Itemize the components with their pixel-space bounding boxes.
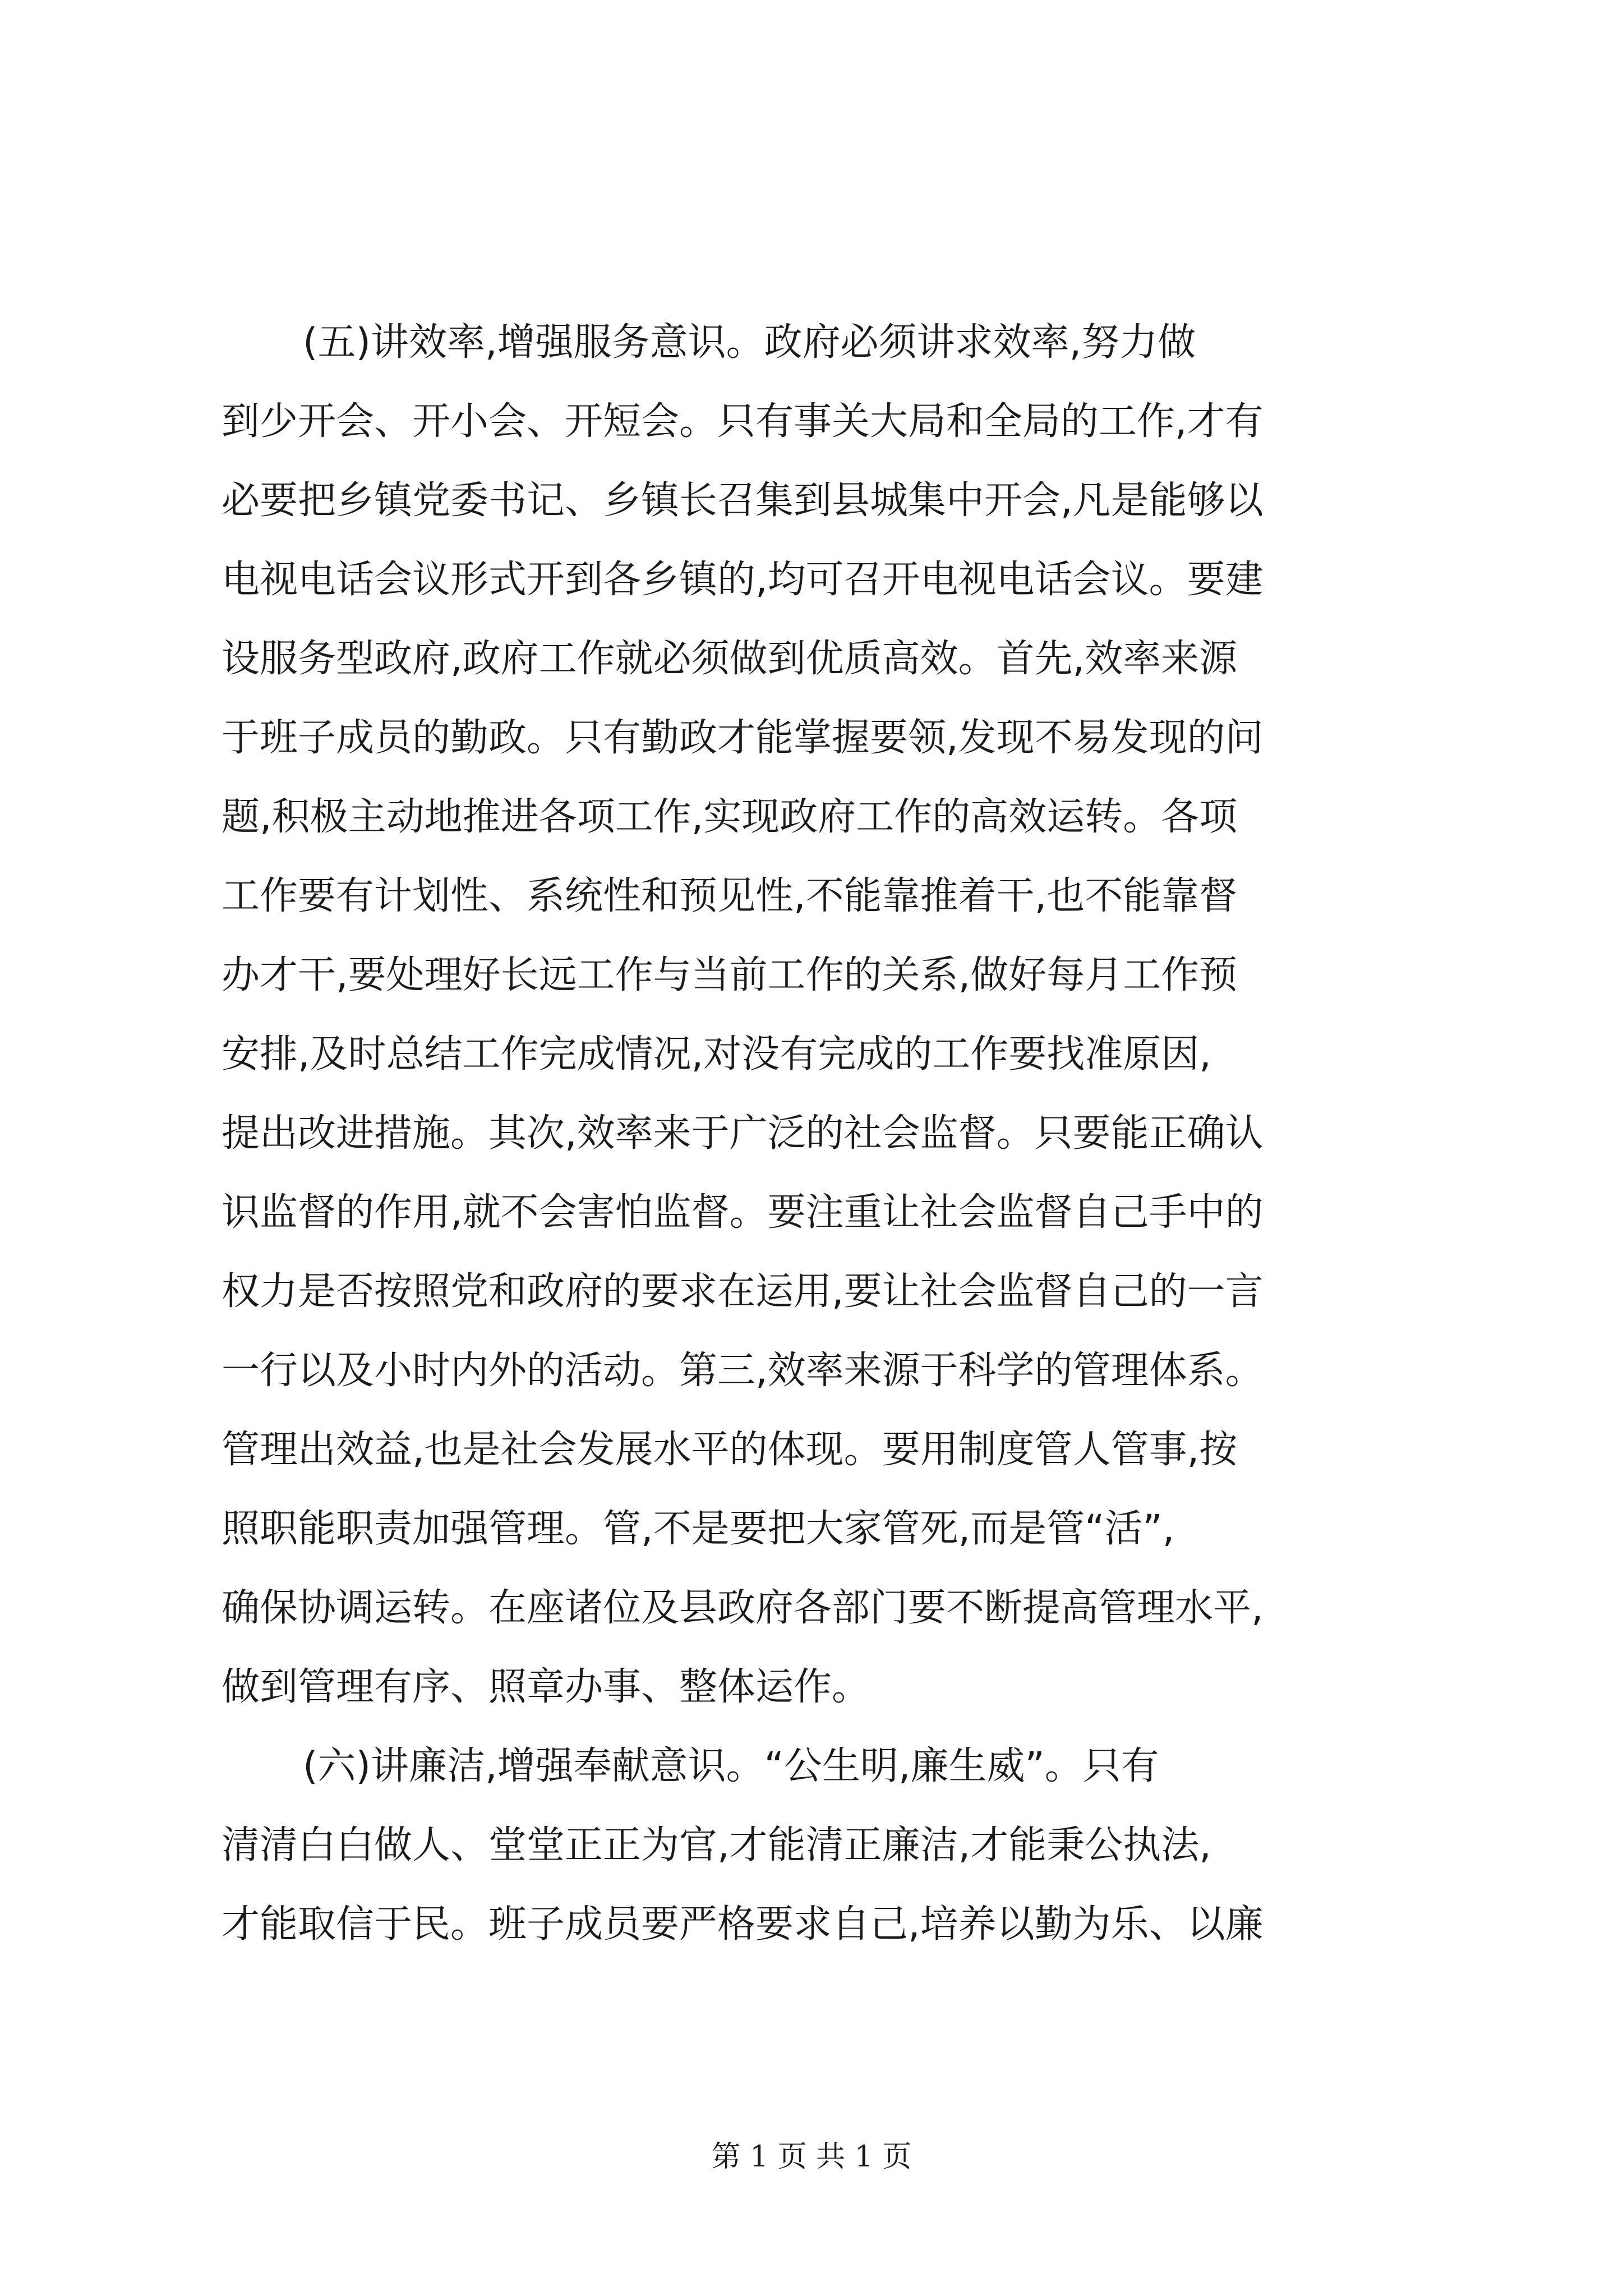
paragraph-5-line-1: (五)讲效率,增强服务意识。政府必须讲求效率,努力做 — [303, 320, 1196, 365]
paragraph-5-line-5: 设服务型政府,政府工作就必须做到优质高效。首先,效率来源 — [222, 637, 1238, 681]
paragraph-6-line-2: 清清白白做人、堂堂正正为官,才能清正廉洁,才能秉公执法, — [222, 1823, 1211, 1867]
paragraph-5-line-12: 识监督的作用,就不会害怕监督。要注重让社会监督自己手中的 — [222, 1190, 1264, 1235]
paragraph-5-line-10: 安排,及时总结工作完成情况,对没有完成的工作要找准原因, — [222, 1032, 1211, 1076]
paragraph-5-line-15: 管理出效益,也是社会发展水平的体现。要用制度管人管事,按 — [222, 1428, 1238, 1472]
paragraph-5-line-14: 一行以及小时内外的活动。第三,效率来源于科学的管理体系。 — [222, 1349, 1264, 1393]
paragraph-6-line-1: (六)讲廉洁,增强奉献意识。“公生明,廉生威”。只有 — [303, 1744, 1159, 1788]
paragraph-5-line-8: 工作要有计划性、系统性和预见性,不能靠推着干,也不能靠督 — [222, 874, 1238, 918]
paragraph-5-line-9: 办才干,要处理好长远工作与当前工作的关系,做好每月工作预 — [222, 953, 1238, 997]
paragraph-5-line-2: 到少开会、开小会、开短会。只有事关大局和全局的工作,才有 — [222, 399, 1264, 444]
page-footer — [0, 2132, 1623, 2182]
paragraph-5-line-3: 必要把乡镇党委书记、乡镇长召集到县城集中开会,凡是能够以 — [222, 478, 1264, 523]
paragraph-5-line-16: 照职能职责加强管理。管,不是要把大家管死,而是管“活”, — [222, 1507, 1175, 1551]
paragraph-5-line-4: 电视电话会议形式开到各乡镇的,均可召开电视电话会议。要建 — [222, 558, 1264, 602]
paragraph-5-line-17: 确保协调运转。在座诸位及县政府各部门要不断提高管理水平, — [222, 1586, 1264, 1630]
paragraph-5-line-13: 权力是否按照党和政府的要求在运用,要让社会监督自己的一言 — [222, 1269, 1264, 1314]
paragraph-5-line-7: 题,积极主动地推进各项工作,实现政府工作的高效运转。各项 — [222, 795, 1238, 839]
document-body — [222, 303, 1405, 1964]
page-number: 第 1 页 共 1 页 — [711, 2140, 912, 2174]
paragraph-5-line-11: 提出改进措施。其次,效率来于广泛的社会监督。只要能正确认 — [222, 1111, 1264, 1156]
paragraph-6-line-3: 才能取信于民。班子成员要严格要求自己,培养以勤为乐、以廉 — [222, 1902, 1264, 1947]
paragraph-5-line-6: 于班子成员的勤政。只有勤政才能掌握要领,发现不易发现的问 — [222, 716, 1264, 760]
paragraph-5-line-18: 做到管理有序、照章办事、整体运作。 — [222, 1665, 870, 1709]
